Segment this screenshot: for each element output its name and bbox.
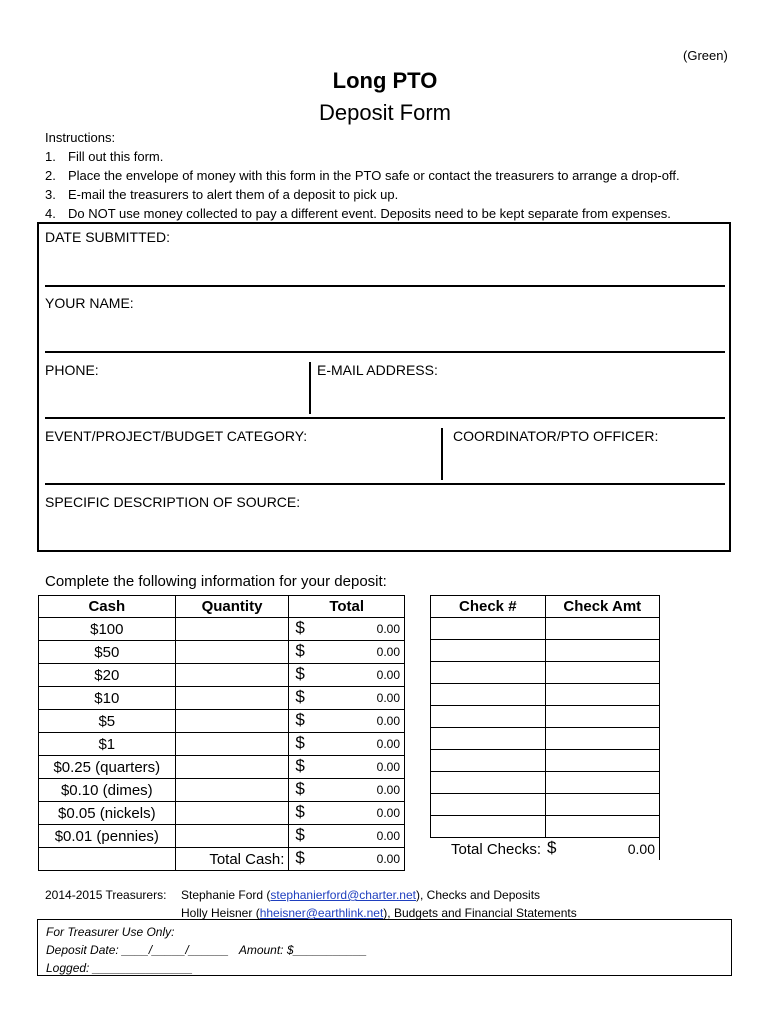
- phone-field[interactable]: [45, 381, 307, 415]
- blank-cell: [39, 848, 176, 871]
- page-title: Long PTO: [332, 68, 438, 93]
- total-cash-row: [39, 848, 405, 871]
- table-row: [431, 816, 660, 838]
- deposit-date-line: Deposit Date: ____/_____/______ Amount: $___________: [46, 943, 367, 957]
- dollar-sign: $: [295, 756, 305, 775]
- denomination: $0.10 (dimes): [39, 779, 176, 802]
- table-row: [39, 802, 405, 825]
- check-amount-input[interactable]: [545, 750, 659, 772]
- table-row: [431, 728, 660, 750]
- description-field[interactable]: [45, 513, 723, 547]
- dollar-sign: $: [295, 687, 305, 706]
- quantity-input[interactable]: [175, 779, 289, 802]
- divider: [45, 285, 725, 287]
- total-cell: [289, 618, 405, 641]
- check-number-input[interactable]: [431, 640, 546, 662]
- treasurer-use-box: [37, 919, 732, 976]
- event-category-label: EVENT/PROJECT/BUDGET CATEGORY:: [45, 428, 308, 444]
- instruction-item: 3. E-mail the treasurers to alert them of a deposit to pick up.: [45, 187, 399, 202]
- total-cell: [289, 687, 405, 710]
- total-cell: [289, 641, 405, 664]
- total-value: 0.00: [376, 760, 400, 774]
- table-row: [431, 706, 660, 728]
- check-number-input[interactable]: [431, 728, 546, 750]
- description-label: SPECIFIC DESCRIPTION OF SOURCE:: [45, 494, 301, 510]
- cash-header: Cash: [39, 596, 176, 618]
- instruction-item: 2. Place the envelope of money with this form in the PTO safe or contact the treasurers to arrange a drop-off.: [45, 168, 680, 183]
- check-number-input[interactable]: [431, 750, 546, 772]
- denomination: $0.05 (nickels): [39, 802, 176, 825]
- divider: [441, 428, 443, 480]
- check-amount-input[interactable]: [545, 772, 659, 794]
- total-value: 0.00: [376, 622, 400, 636]
- divider: [45, 417, 725, 419]
- logged-line: Logged: _______________: [46, 961, 193, 975]
- date-submitted-label: DATE SUBMITTED:: [45, 229, 170, 245]
- instructions: [45, 128, 680, 223]
- checks-header-row: [431, 596, 660, 618]
- table-row: [39, 825, 405, 848]
- email-label: E-MAIL ADDRESS:: [317, 362, 438, 378]
- total-value: 0.00: [376, 668, 400, 682]
- instructions-heading: Instructions:: [45, 130, 116, 145]
- dollar-sign: $: [295, 779, 305, 798]
- denomination: $50: [39, 641, 176, 664]
- check-amount-input[interactable]: [545, 706, 659, 728]
- treasurer-2: Holly Heisner (hheisner@earthlink.net), Budgets and Financial Statements: [181, 906, 577, 920]
- quantity-header: Quantity: [175, 596, 289, 618]
- quantity-input[interactable]: [175, 756, 289, 779]
- quantity-input[interactable]: [175, 733, 289, 756]
- total-cell: [289, 756, 405, 779]
- dollar-sign: $: [295, 733, 305, 752]
- check-amount-header: Check Amt: [545, 596, 659, 618]
- checks-table: [430, 595, 660, 860]
- total-checks-cell: [545, 838, 659, 861]
- table-row: [39, 618, 405, 641]
- your-name-field[interactable]: [45, 314, 723, 350]
- denomination: $0.01 (pennies): [39, 825, 176, 848]
- dollar-sign: $: [295, 848, 305, 867]
- total-cell: [289, 825, 405, 848]
- treasurer-2-email-link[interactable]: hheisner@earthlink.net: [259, 906, 384, 920]
- table-row: [431, 750, 660, 772]
- treasurers-label: 2014-2015 Treasurers:: [45, 888, 167, 902]
- treasurer-use-heading: For Treasurer Use Only:: [46, 925, 175, 939]
- table-row: [39, 710, 405, 733]
- check-number-input[interactable]: [431, 772, 546, 794]
- check-number-input[interactable]: [431, 618, 546, 640]
- table-row: [431, 684, 660, 706]
- phone-label: PHONE:: [45, 362, 99, 378]
- total-cell: [289, 710, 405, 733]
- table-row: [431, 772, 660, 794]
- event-category-field[interactable]: [45, 447, 437, 481]
- check-number-header: Check #: [431, 596, 546, 618]
- table-row: [431, 662, 660, 684]
- check-amount-input[interactable]: [545, 618, 659, 640]
- total-checks-row: [431, 838, 660, 861]
- divider: [45, 351, 725, 353]
- quantity-input[interactable]: [175, 641, 289, 664]
- denomination: $20: [39, 664, 176, 687]
- amount-line: Amount: $___________: [238, 943, 367, 957]
- dollar-sign: $: [295, 664, 305, 683]
- quantity-input[interactable]: [175, 825, 289, 848]
- total-value: 0.00: [376, 829, 400, 843]
- quantity-input[interactable]: [175, 687, 289, 710]
- total-cell: [289, 664, 405, 687]
- total-value: 0.00: [376, 737, 400, 751]
- cash-header-row: [39, 596, 405, 618]
- denomination: $10: [39, 687, 176, 710]
- table-row: [39, 733, 405, 756]
- check-amount-input[interactable]: [545, 794, 659, 816]
- table-row: [431, 794, 660, 816]
- total-cell: [289, 802, 405, 825]
- total-cell: [289, 779, 405, 802]
- denomination: $100: [39, 618, 176, 641]
- table-row: [39, 779, 405, 802]
- cash-table: [38, 595, 405, 871]
- check-amount-input[interactable]: [545, 684, 659, 706]
- table-row: [39, 687, 405, 710]
- total-cash-value: 0.00: [376, 852, 400, 866]
- quantity-input[interactable]: [175, 710, 289, 733]
- divider: [45, 483, 725, 485]
- check-number-input[interactable]: [431, 662, 546, 684]
- table-row: [431, 618, 660, 640]
- treasurer-1: Stephanie Ford (stephanierford@charter.net), Checks and Deposits: [181, 888, 541, 902]
- treasurer-1-email-link[interactable]: stephanierford@charter.net: [270, 888, 416, 902]
- denomination: $1: [39, 733, 176, 756]
- total-value: 0.00: [376, 714, 400, 728]
- check-number-input[interactable]: [431, 684, 546, 706]
- dollar-sign: $: [295, 802, 305, 821]
- check-number-input[interactable]: [431, 706, 546, 728]
- total-header: Total: [289, 596, 405, 618]
- deposit-heading: Complete the following information for your deposit:: [45, 573, 387, 590]
- dollar-sign: $: [295, 825, 305, 844]
- check-amount-input[interactable]: [545, 728, 659, 750]
- dollar-sign: $: [295, 710, 305, 729]
- total-value: 0.00: [376, 691, 400, 705]
- page-subtitle: Deposit Form: [318, 100, 452, 125]
- instruction-item: 4. Do NOT use money collected to pay a different event. Deposits need to be kept separate from expenses.: [45, 206, 671, 221]
- divider: [309, 362, 311, 414]
- dollar-sign: $: [547, 838, 557, 857]
- total-cash-cell: [289, 848, 405, 871]
- email-field[interactable]: [317, 381, 722, 415]
- total-checks-label: Total Checks:: [451, 840, 542, 858]
- check-amount-input[interactable]: [545, 662, 659, 684]
- table-row: [431, 640, 660, 662]
- denomination: $0.25 (quarters): [39, 756, 176, 779]
- check-number-input[interactable]: [431, 794, 546, 816]
- table-row: [39, 756, 405, 779]
- total-cash-label: Total Cash:: [175, 848, 289, 871]
- dollar-sign: $: [295, 618, 305, 637]
- total-value: 0.00: [376, 783, 400, 797]
- color-tag: (Green): [683, 48, 728, 63]
- quantity-input[interactable]: [175, 618, 289, 641]
- check-amount-input[interactable]: [545, 640, 659, 662]
- your-name-label: YOUR NAME:: [45, 295, 134, 311]
- table-row: [39, 664, 405, 687]
- instruction-item: 1. Fill out this form.: [45, 149, 164, 164]
- denomination: $5: [39, 710, 176, 733]
- check-amount-input[interactable]: [545, 816, 659, 838]
- quantity-input[interactable]: [175, 802, 289, 825]
- table-row: [39, 641, 405, 664]
- quantity-input[interactable]: [175, 664, 289, 687]
- coordinator-label: COORDINATOR/PTO OFFICER:: [453, 428, 659, 444]
- total-value: 0.00: [376, 806, 400, 820]
- total-cell: [289, 733, 405, 756]
- dollar-sign: $: [295, 641, 305, 660]
- total-value: 0.00: [376, 645, 400, 659]
- date-submitted-field[interactable]: [45, 248, 723, 284]
- coordinator-field[interactable]: [453, 447, 723, 481]
- check-number-input[interactable]: [431, 816, 546, 838]
- total-checks-value: 0.00: [627, 841, 655, 857]
